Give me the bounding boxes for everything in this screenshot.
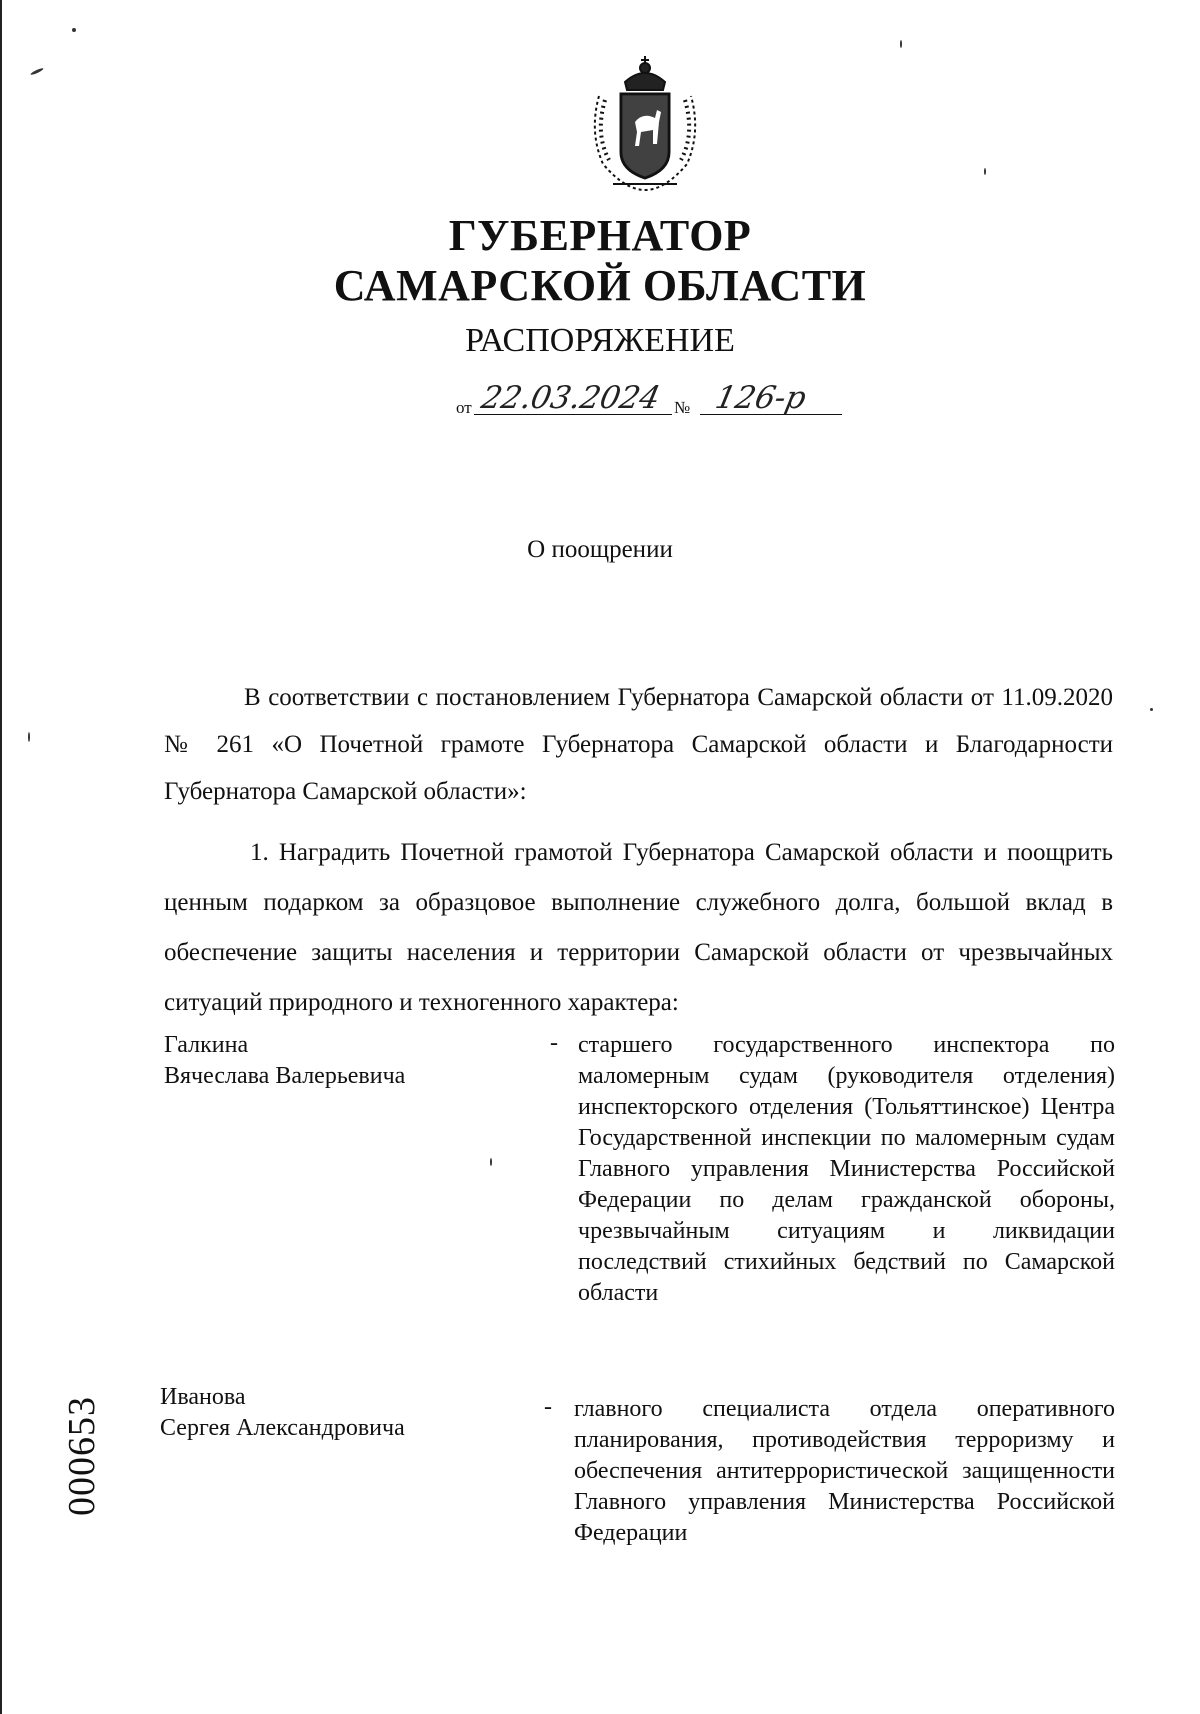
awardee-1-position: старшего государственного инспектора по маломерным судам (руководителя отделения) инспекторского отделения (Тольяттинское) Центра Государственной инспекции по маломерным судам Главного управления Министерства Российской Федерации по делам гражданской обороны, чрезвычайным ситуациям и ликвидации последствий стихийных бедствий по Самарской области [578, 1032, 1115, 1306]
item-1-paragraph: 1. Наградить Почетной грамотой Губернатора Самарской области и поощрить ценным подарком за образцовое выполнение служебного долга, большой вклад в обеспечение защиты населения и территории Самарской области от чрезвычайных ситуаций природного и техногенного характера: [164, 839, 1113, 1016]
date-value: 22.03.2024 [478, 380, 664, 416]
awardee-1-surname: Галкина [164, 1032, 249, 1058]
awardee-2-surname: Иванова [160, 1384, 246, 1410]
awardee-1-dash: - [550, 1030, 558, 1056]
scan-speck [490, 1158, 492, 1166]
date-prefix: от [456, 398, 472, 417]
number-sign: № [674, 398, 691, 417]
scan-speck [72, 28, 76, 32]
scan-speck [900, 40, 902, 48]
scan-speck [984, 168, 986, 175]
number-value: 126-р [712, 380, 810, 416]
document-subject: О поощрении [527, 536, 673, 563]
issuer-title: ГУБЕРНАТОР [448, 211, 752, 260]
samara-coat-of-arms-icon [585, 52, 705, 194]
awardee-2-name [160, 1382, 500, 1444]
awardee-1-name [164, 1030, 504, 1092]
preamble-paragraph: В соответствии с постановлением Губернатора Самарской области от 11.09.2020 № 261 «О Почетной грамоте Губернатора Самарской области и Благодарности Губернатора Самарской области»: [164, 684, 1113, 805]
margin-serial-number: 000653 [61, 1396, 103, 1516]
scan-speck [30, 67, 44, 76]
awardee-2-position: главного специалиста отдела оперативного планирования, противодействия терроризму и обеспечения антитеррористической защищенности Главного управления Министерства Российской Федерации [574, 1396, 1115, 1546]
scan-speck [28, 732, 30, 742]
scan-speck [1150, 708, 1153, 711]
document-type: РАСПОРЯЖЕНИЕ [465, 322, 735, 359]
awardee-2-given-names: Сергея Александровича [160, 1415, 405, 1441]
awardee-2-dash: - [544, 1394, 552, 1420]
issuer-subtitle: САМАРСКОЙ ОБЛАСТИ [333, 261, 867, 310]
awardee-1-given-names: Вячеслава Валерьевича [164, 1063, 406, 1089]
